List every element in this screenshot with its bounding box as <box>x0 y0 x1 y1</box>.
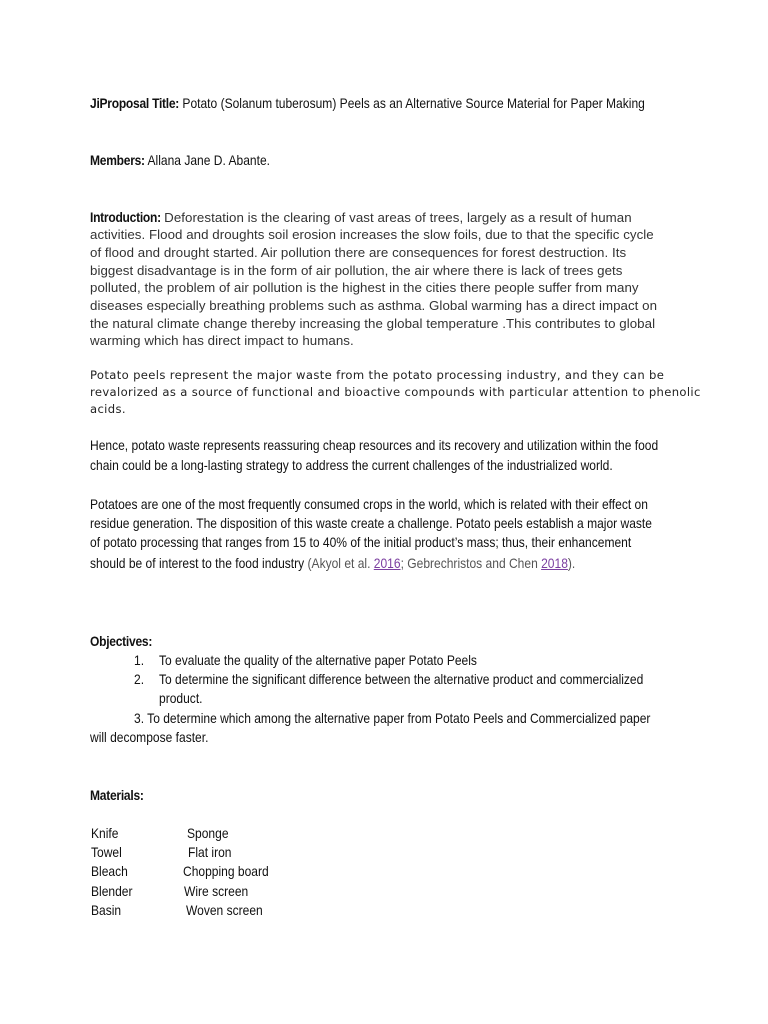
citation-mid: ; Gebrechristos and Chen <box>400 555 542 571</box>
material-left-basin: Basin <box>91 902 122 918</box>
peels-line-1: Potato peels represent the major waste from the potato processing industry, and they can be <box>90 368 665 382</box>
potatoes-line-3: of potato processing that ranges from 15 to 40% of the initial product’s mass; thus, their enhancement <box>90 534 632 550</box>
intro-line-7: the natural climate change thereby increasing the global temperature .This contributes to global <box>90 316 656 331</box>
hence-line-1: Hence, potato waste represents reassuring cheap resources and its recovery and utilization within the food <box>90 437 659 453</box>
objectives-heading: Objectives: <box>90 633 153 649</box>
potatoes-text-4: should be of interest to the food industry <box>90 555 305 571</box>
objective-2-num: 2. <box>134 671 145 687</box>
material-right-wire-screen: Wire screen <box>184 883 249 899</box>
material-left-knife: Knife <box>91 825 119 841</box>
intro-line-4: biggest disadvantage is in the form of air pollution, the air where there is lack of trees gets <box>90 263 623 278</box>
objective-3-line-2: will decompose faster. <box>90 729 209 745</box>
intro-line-5: polluted, the problem of air pollution is the highest in the cities there people suffer from many <box>90 280 639 295</box>
peels-line-2: revalorized as a source of functional and bioactive compounds with particular attention to phenolic <box>90 385 701 399</box>
potatoes-line-1: Potatoes are one of the most frequently consumed crops in the world, which is related with their effect on <box>90 496 648 512</box>
material-left-bleach: Bleach <box>91 863 128 879</box>
objective-2-text: To determine the significant difference between the alternative product and commercialized <box>159 671 644 687</box>
citation-link-2016[interactable]: 2016 <box>373 555 401 571</box>
members-text: Allana Jane D. Abante. <box>147 152 270 168</box>
intro-line-1 <box>90 209 632 225</box>
material-right-woven-screen: Woven screen <box>186 902 263 918</box>
objective-2-cont: product. <box>159 690 203 706</box>
potatoes-line-2: residue generation. The disposition of this waste create a challenge. Potato peels establish a major waste <box>90 515 652 531</box>
intro-line-3: of flood and drought started. Air pollution there are consequences for forest destruction. Its <box>90 245 627 260</box>
intro-label: Introduction: <box>90 209 161 225</box>
potatoes-line-4 <box>90 555 575 571</box>
peels-line-3: acids. <box>90 402 126 416</box>
objective-3-line-1: 3. To determine which among the alternative paper from Potato Peels and Commercialized paper <box>134 710 651 726</box>
members-label: Members: <box>90 152 145 168</box>
intro-line-2: activities. Flood and droughts soil erosion increases the slow foils, due to that the specific cycle <box>90 227 654 242</box>
intro-text-1: Deforestation is the clearing of vast areas of trees, largely as a result of human <box>164 210 632 225</box>
material-right-chopping-board: Chopping board <box>183 863 269 879</box>
intro-line-6: diseases especially breathing problems such as asthma. Global warming has a direct impact on <box>90 298 658 313</box>
material-right-sponge: Sponge <box>187 825 229 841</box>
members-line <box>90 152 270 168</box>
material-right-flat-iron: Flat iron <box>188 844 232 860</box>
materials-heading: Materials: <box>90 787 144 803</box>
material-left-towel: Towel <box>91 844 122 860</box>
citation-link-2018[interactable]: 2018 <box>541 555 568 571</box>
hence-line-2: chain could be a long-lasting strategy to address the current challenges of the industrialized world. <box>90 457 613 473</box>
intro-line-8: warming which has direct impact to humans. <box>90 333 354 348</box>
objective-1-num: 1. <box>134 652 145 668</box>
proposal-title <box>90 95 645 111</box>
proposal-title-text: Potato (Solanum tuberosum) Peels as an Alternative Source Material for Paper Making <box>182 95 645 111</box>
objective-1-text: To evaluate the quality of the alternative paper Potato Peels <box>159 652 477 668</box>
citation-open: (Akyol et al. <box>307 555 374 571</box>
material-left-blender: Blender <box>91 883 133 899</box>
proposal-title-label: JiProposal Title: <box>90 95 180 111</box>
citation-close: ). <box>567 555 576 571</box>
